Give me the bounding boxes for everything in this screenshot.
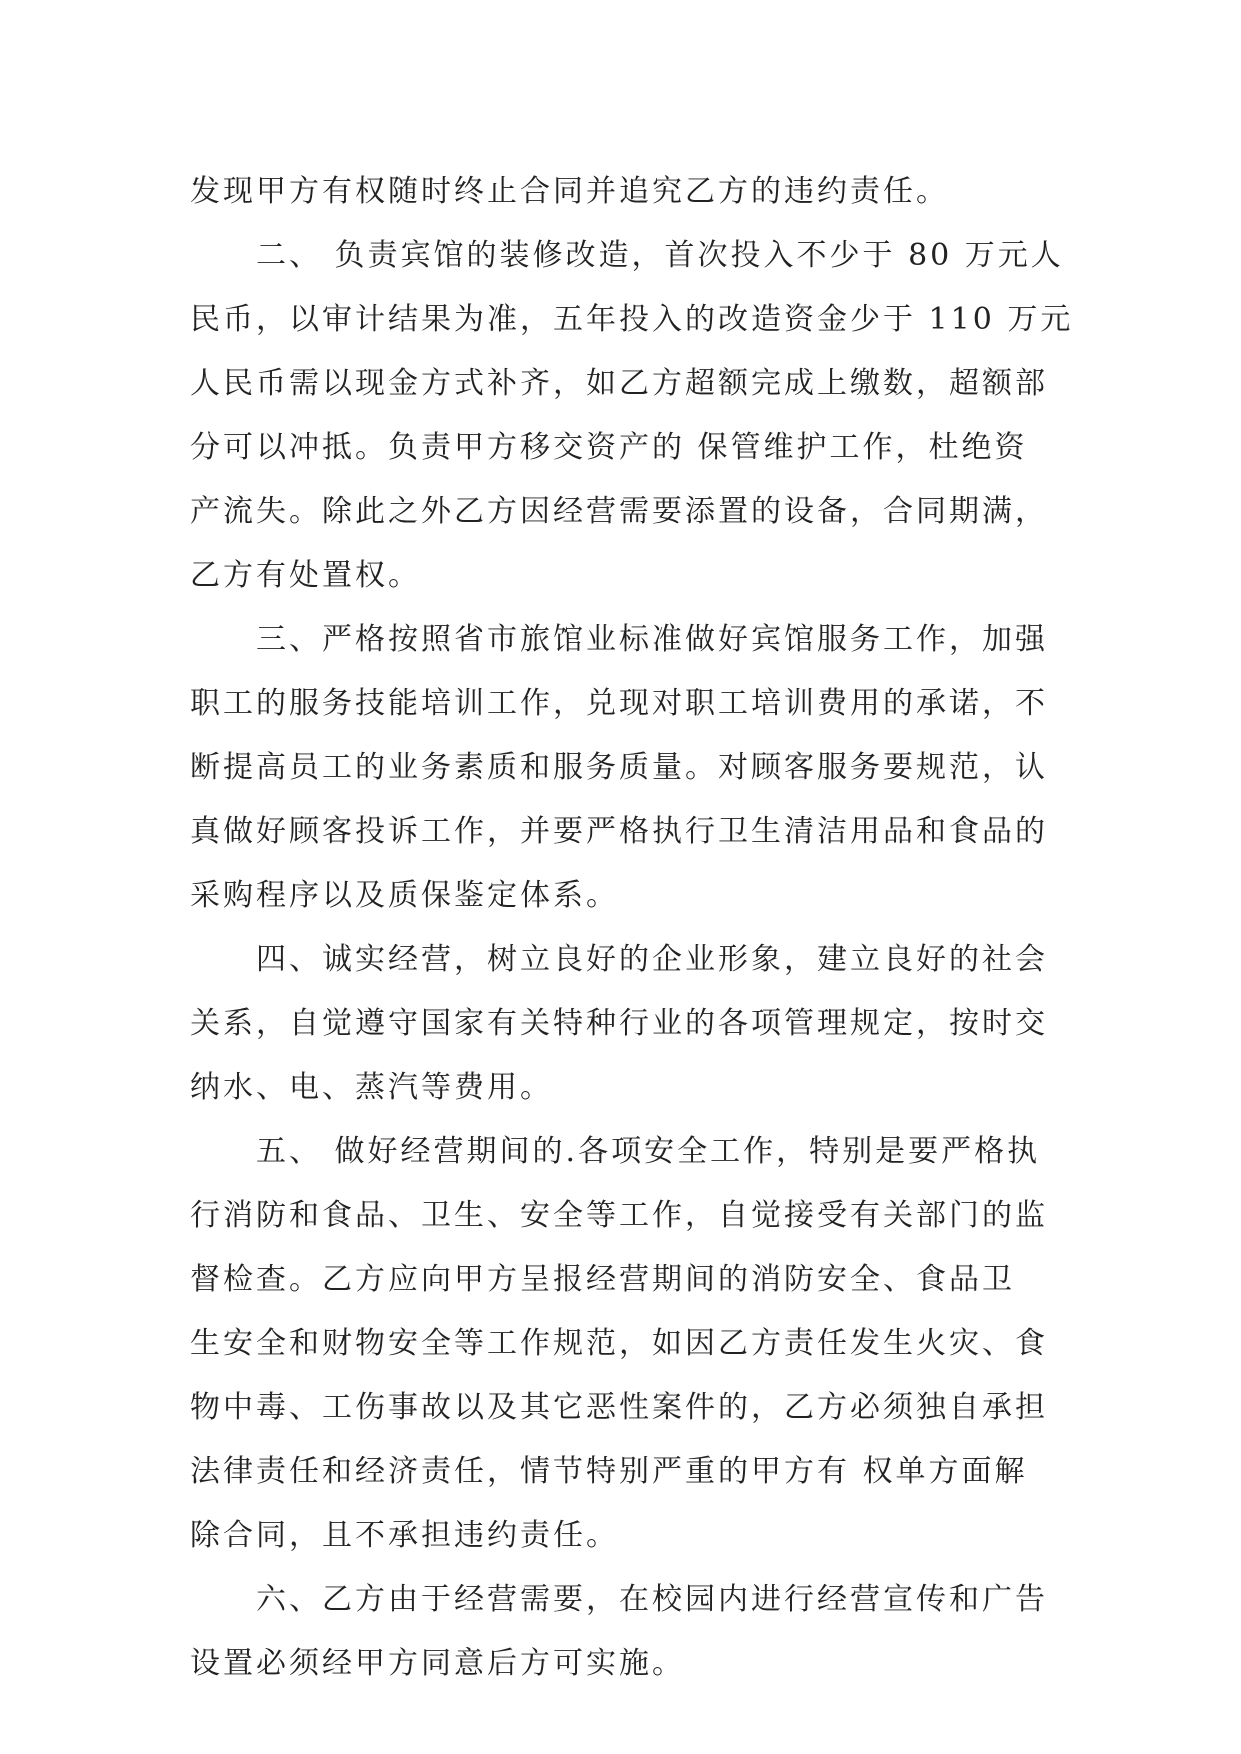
- text-line: 五、 做好经营期间的.各项安全工作，特别是要严格执: [190, 1134, 1041, 1169]
- text-line: 民币，以审计结果为准，五年投入的改造资金少于 110 万元: [190, 302, 1074, 337]
- text-line: 分可以冲抵。负责甲方移交资产的 保管维护工作，杜绝资: [190, 430, 1028, 465]
- text-line: 人民币需以现金方式补齐，如乙方超额完成上缴数，超额部: [190, 366, 1048, 401]
- text-line: 产流失。除此之外乙方因经营需要添置的设备，合同期满，: [190, 494, 1048, 529]
- text-line: 六、乙方由于经营需要，在校园内进行经营宣传和广告: [190, 1582, 1048, 1617]
- text-line: 职工的服务技能培训工作，兑现对职工培训费用的承诺，不: [190, 686, 1048, 721]
- text-line: 法律责任和经济责任，情节特别严重的甲方有 权单方面解: [190, 1454, 1028, 1489]
- text-line: 关系，自觉遵守国家有关特种行业的各项管理规定，按时交: [190, 1006, 1048, 1041]
- text-line: 行消防和食品、卫生、安全等工作，自觉接受有关部门的监: [190, 1198, 1048, 1233]
- text-line: 乙方有处置权。: [190, 558, 421, 593]
- text-line: 采购程序以及质保鉴定体系。: [190, 878, 619, 913]
- text-line: 物中毒、工伤事故以及其它恶性案件的，乙方必须独自承担: [190, 1390, 1048, 1425]
- text-line: 三、严格按照省市旅馆业标准做好宾馆服务工作，加强: [190, 622, 1048, 657]
- text-line: 断提高员工的业务素质和服务质量。对顾客服务要规范，认: [190, 750, 1048, 785]
- text-line: 真做好顾客投诉工作，并要严格执行卫生清洁用品和食品的: [190, 814, 1048, 849]
- text-line: 四、诚实经营，树立良好的企业形象，建立良好的社会: [190, 942, 1048, 977]
- text-line: 二、 负责宾馆的装修改造，首次投入不少于 80 万元人: [190, 238, 1064, 273]
- document-body: [190, 160, 1074, 1696]
- text-line: 设置必须经甲方同意后方可实施。: [190, 1646, 685, 1681]
- text-line: 生安全和财物安全等工作规范，如因乙方责任发生火灾、食: [190, 1326, 1048, 1361]
- text-line: 发现甲方有权随时终止合同并追究乙方的违约责任。: [190, 174, 949, 209]
- text-line: 纳水、电、蒸汽等费用。: [190, 1070, 553, 1105]
- text-line: 督检查。乙方应向甲方呈报经营期间的消防安全、食品卫: [190, 1262, 1015, 1297]
- text-line: 除合同，且不承担违约责任。: [190, 1518, 619, 1553]
